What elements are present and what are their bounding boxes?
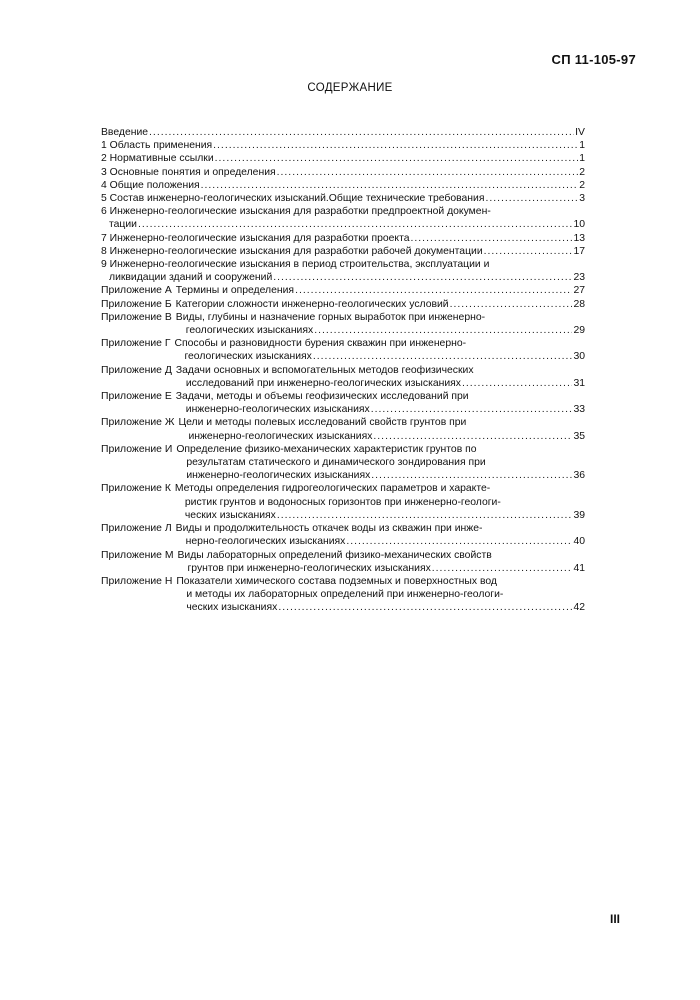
- toc-entry-page: 1: [579, 140, 585, 152]
- toc-entry-text: ристик грунтов и водоносных горизонтов при инженерно-геологи-: [184, 496, 501, 508]
- toc-entry-text: Цели и методы полевых исследований свойств грунтов при: [178, 417, 467, 429]
- toc-entry: [101, 443, 585, 483]
- toc-entry-label: Приложение Г: [101, 338, 171, 350]
- toc-entry-label: Приложение Л: [101, 523, 172, 535]
- toc-entry-text: Термины и определения: [175, 285, 295, 297]
- toc-entry-text: инженерно-геологических изысканиях: [185, 404, 370, 416]
- toc-entry: [101, 232, 585, 245]
- toc-entry-text: 5 Состав инженерно-геологических изысканий.Общие технические требования: [101, 193, 485, 205]
- toc-entry: [101, 311, 585, 337]
- toc-entry-text: 8 Инженерно-геологические изыскания для разработки рабочей документации: [101, 245, 483, 257]
- toc-entry-page: 35: [573, 430, 585, 442]
- toc-entry-text: Показатели химического состава подземных и поверхностных вод: [176, 575, 497, 587]
- toc-entry-text: 3 Основные понятия и определения: [101, 166, 276, 178]
- toc-entry-text: 9 Инженерно-геологические изыскания в период строительства, эксплуатации и: [101, 259, 490, 271]
- toc-entry-text: тации: [109, 219, 137, 231]
- toc-entry-label: Приложение К: [101, 483, 171, 495]
- toc-entry-text: Виды лабораторных определений физико-механических свойств: [177, 549, 492, 561]
- toc-title: СОДЕРЖАНИЕ: [307, 82, 393, 94]
- toc-entry-page: 41: [573, 562, 585, 574]
- toc-entry-text: Введение: [101, 127, 149, 138]
- dot-leader: [138, 218, 572, 231]
- toc-entry: [101, 179, 585, 192]
- toc-entry-text: Методы определения гидрогеологических параметров и характе-: [174, 483, 491, 495]
- toc-entry-text: ческих изысканиях: [184, 509, 276, 521]
- toc-entry: [101, 166, 585, 179]
- toc-entry-page: 23: [573, 272, 585, 284]
- toc-entry: [101, 298, 585, 311]
- toc-entry: [101, 284, 585, 297]
- toc-entry-label: Приложение А: [101, 285, 172, 297]
- dot-leader: [450, 298, 573, 311]
- toc-entry-text: Задачи основных и вспомогательных методов геофизических: [175, 364, 474, 376]
- toc-entry-page: 39: [573, 509, 585, 521]
- dot-leader: [295, 284, 572, 297]
- toc-entry-page: 2: [579, 179, 585, 191]
- dot-leader: [432, 562, 573, 575]
- dot-leader: [314, 324, 572, 337]
- toc-entry-label: Приложение Е: [101, 391, 172, 403]
- toc-entry-text: и методы их лабораторных определений при инженерно-геологи-: [186, 589, 504, 601]
- toc-entry-page: 2: [579, 166, 585, 178]
- toc-entry-text: исследований при инженерно-геологических изысканиях: [185, 377, 461, 389]
- toc-entry-text: ческих изысканиях: [186, 602, 278, 614]
- dot-leader: [484, 245, 573, 258]
- toc-entry-page: 1: [579, 153, 585, 165]
- toc-entry: [101, 139, 585, 152]
- toc-entry-text: инженерно-геологических изысканиях: [186, 470, 371, 482]
- toc-entry: [101, 522, 585, 548]
- toc-entry: [101, 245, 585, 258]
- toc-entry-text: Способы и разновидности бурения скважин при инженерно-: [174, 338, 467, 350]
- dot-leader: [277, 509, 573, 522]
- dot-leader: [485, 192, 578, 205]
- toc-entry-text: 6 Инженерно-геологические изыскания для разработки предпроектной докумен-: [101, 206, 491, 218]
- toc-entry: [101, 482, 585, 522]
- toc-entry-text: 7 Инженерно-геологические изыскания для разработки проекта: [101, 232, 410, 244]
- toc-entry-page: 40: [573, 536, 585, 548]
- toc-entry-text: грунтов при инженерно-геологических изысканиях: [187, 562, 431, 574]
- toc-entry-page: 3: [579, 193, 585, 205]
- table-of-contents: [101, 126, 585, 615]
- dot-leader: [411, 232, 573, 245]
- toc-entry-page: IV: [575, 127, 585, 138]
- dot-leader: [373, 430, 572, 443]
- toc-entry-page: 29: [573, 325, 585, 337]
- toc-entry: [101, 416, 585, 442]
- page-number: III: [609, 912, 620, 926]
- toc-entry-text: геологических изысканиях: [184, 351, 312, 363]
- toc-entry-text: Задачи, методы и объемы геофизических исследований при: [175, 391, 469, 403]
- toc-entry-text: результатам статического и динамического зондирования при: [186, 457, 486, 469]
- toc-entry-page: 10: [573, 219, 585, 231]
- toc-entry-text: Виды и продолжительность откачек воды из скважин при инже-: [175, 523, 483, 535]
- dot-leader: [371, 403, 573, 416]
- toc-entry-label: Приложение И: [101, 443, 173, 455]
- toc-entry-text: инженерно-геологических изысканиях: [188, 430, 373, 442]
- toc-entry-page: 27: [573, 285, 585, 297]
- toc-entry-page: 30: [573, 351, 585, 363]
- toc-entry-page: 33: [573, 404, 585, 416]
- toc-entry-text: Категории сложности инженерно-геологических условий: [175, 298, 449, 310]
- toc-entry-page: 13: [573, 232, 585, 244]
- toc-entry-text: геологических изысканиях: [185, 325, 314, 337]
- dot-leader: [313, 350, 573, 363]
- toc-entry-label: Приложение В: [101, 311, 172, 323]
- toc-entry-text: Определение физико-механических характеристик грунтов по: [176, 443, 477, 455]
- toc-entry-text: нерно-геологических изысканиях: [185, 536, 346, 548]
- toc-entry-text: ликвидации зданий и сооружений: [109, 272, 273, 284]
- toc-entry-label: Приложение Д: [101, 364, 172, 376]
- toc-entry: [101, 364, 585, 390]
- toc-entry-page: 31: [573, 377, 585, 389]
- dot-leader: [215, 152, 579, 165]
- dot-leader: [201, 179, 579, 192]
- dot-leader: [346, 535, 572, 548]
- toc-entry: [101, 205, 585, 231]
- toc-entry: [101, 258, 585, 284]
- toc-entry: [101, 152, 585, 165]
- toc-entry-label: Приложение Ж: [101, 417, 175, 429]
- dot-leader: [462, 377, 572, 390]
- toc-entry-text: 2 Нормативные ссылки: [101, 153, 214, 165]
- toc-entry-page: 36: [573, 470, 585, 482]
- toc-entry: [101, 337, 585, 363]
- toc-entry-label: Приложение Н: [101, 575, 173, 587]
- toc-entry: [101, 549, 585, 575]
- toc-entry-page: 17: [573, 245, 585, 257]
- toc-entry: [101, 126, 585, 139]
- dot-leader: [273, 271, 572, 284]
- dot-leader: [371, 469, 572, 482]
- dot-leader: [277, 166, 579, 179]
- toc-entry-label: Приложение Б: [101, 298, 172, 310]
- document-code: СП 11-105-97: [551, 52, 636, 67]
- dot-leader: [278, 601, 572, 614]
- toc-entry-text: 4 Общие положения: [101, 179, 200, 191]
- toc-entry-text: 1 Область применения: [101, 140, 213, 152]
- dot-leader: [213, 139, 578, 152]
- toc-entry: [101, 390, 585, 416]
- toc-entry: [101, 192, 585, 205]
- toc-entry: [101, 575, 585, 615]
- dot-leader: [149, 126, 574, 139]
- toc-entry-label: Приложение М: [101, 549, 174, 561]
- toc-entry-page: 28: [573, 298, 585, 310]
- toc-entry-text: Виды, глубины и назначение горных выработок при инженерно-: [175, 311, 486, 323]
- toc-entry-page: 42: [573, 602, 585, 614]
